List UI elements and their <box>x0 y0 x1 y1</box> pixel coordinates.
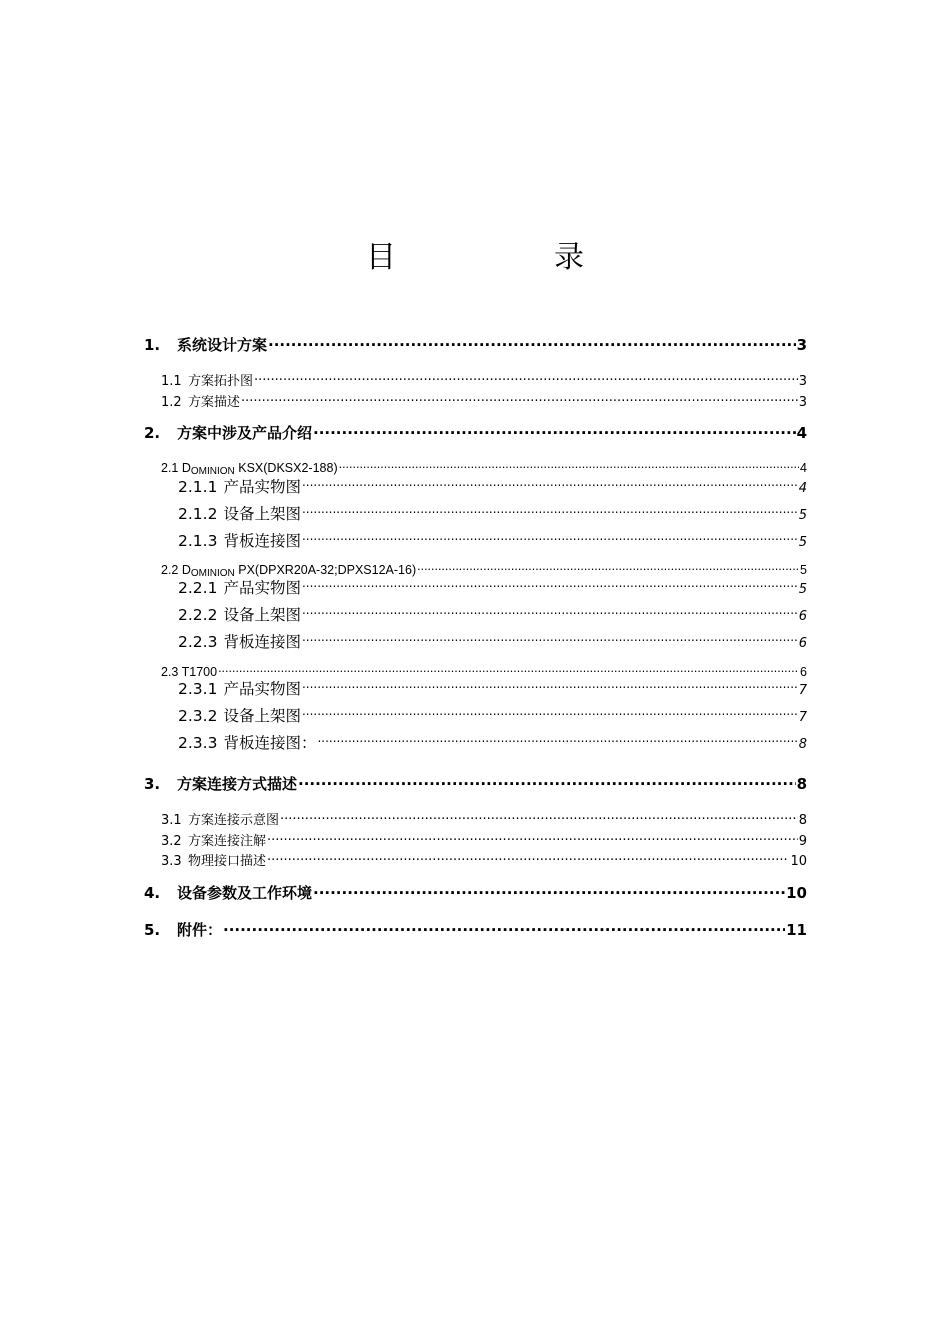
toc-label: 2.2 DOMINION PX(DPXR20A-32;DPXS12A-16) <box>161 562 417 579</box>
toc-label: 背板连接图： <box>223 734 317 752</box>
toc-number: 2.1.3 <box>178 532 218 550</box>
toc-entry-2-3-2[interactable] <box>178 706 807 728</box>
toc-label: 系统设计方案 <box>177 336 268 354</box>
toc-label: 产品实物图 <box>223 680 301 698</box>
toc-entry-3-3[interactable] <box>161 852 807 870</box>
toc-page: 8 <box>798 737 807 752</box>
toc-leader <box>302 534 798 546</box>
toc-leader <box>302 682 798 694</box>
toc-leader <box>267 852 789 865</box>
toc-label: 方案连接示意图 <box>188 813 280 828</box>
toc-label: 2.1 DOMINION KSX(DKSX2-188) <box>161 460 338 477</box>
toc-entry-2-1[interactable] <box>161 459 807 478</box>
toc-entry-2-2-1[interactable] <box>178 578 807 600</box>
toc-page: 4 <box>800 460 807 475</box>
toc-entry-2-1-1[interactable] <box>178 477 807 499</box>
toc-label: 方案拓扑图 <box>188 374 254 389</box>
toc-page: 9 <box>798 834 807 849</box>
toc-label: 设备上架图 <box>223 606 301 624</box>
toc-leader <box>317 736 797 748</box>
toc-label: 方案连接注解 <box>188 834 267 849</box>
toc-page: 10 <box>786 884 807 902</box>
toc-label: 物理接口描述 <box>188 854 267 869</box>
toc-leader <box>417 561 799 574</box>
toc-entry-2-3-1[interactable] <box>178 679 807 701</box>
toc-label: 设备上架图 <box>223 707 301 725</box>
toc-label: 产品实物图 <box>223 478 301 496</box>
toc-leader <box>313 883 785 898</box>
toc-number: 2.1.2 <box>178 505 218 523</box>
toc-number: 4. <box>144 884 161 902</box>
toc-leader <box>302 581 798 593</box>
toc-number: 3.1 <box>161 813 182 828</box>
toc-leader <box>302 480 798 492</box>
toc-number: 3.3 <box>161 854 182 869</box>
toc-number: 5. <box>144 921 161 939</box>
toc-entry-3[interactable] <box>144 774 807 793</box>
toc-leader <box>313 423 796 438</box>
toc-leader <box>339 459 799 472</box>
toc-leader <box>302 608 798 620</box>
toc-entry-1[interactable] <box>144 335 807 354</box>
toc-entry-2[interactable] <box>144 423 807 442</box>
toc-leader <box>267 832 798 845</box>
toc-entry-5[interactable] <box>144 920 807 939</box>
toc-page: 5 <box>800 562 807 577</box>
toc-leader <box>298 774 796 789</box>
toc-entry-2-1-2[interactable] <box>178 504 807 526</box>
toc-page: 11 <box>786 921 807 939</box>
toc-number: 1.1 <box>161 374 182 389</box>
toc-page: 6 <box>798 609 807 624</box>
toc-label: 背板连接图 <box>223 633 301 651</box>
toc-label: 设备上架图 <box>223 505 301 523</box>
toc-leader <box>254 372 798 385</box>
toc-number: 3.2 <box>161 834 182 849</box>
toc-entry-1-2[interactable] <box>161 393 807 411</box>
toc-entry-2-2-2[interactable] <box>178 605 807 627</box>
toc-leader <box>302 635 798 647</box>
toc-number: 2.3.2 <box>178 707 218 725</box>
toc-label: 产品实物图 <box>223 579 301 597</box>
toc-label: 2.3 T1700 <box>161 664 218 679</box>
toc-label: 方案描述 <box>188 395 241 410</box>
toc-page: 10 <box>790 854 807 869</box>
toc-number: 2.2.3 <box>178 633 218 651</box>
toc-number: 2.2.2 <box>178 606 218 624</box>
toc-label: 设备参数及工作环境 <box>177 884 313 902</box>
toc-page: 6 <box>798 636 807 651</box>
toc-page: 7 <box>798 683 807 698</box>
toc-leader <box>218 663 799 676</box>
toc-page: 5 <box>798 508 807 523</box>
toc-number: 1.2 <box>161 395 182 410</box>
toc-entry-4[interactable] <box>144 883 807 902</box>
toc-number: 2. <box>144 424 161 442</box>
toc-leader <box>223 920 785 935</box>
toc-number: 2.2.1 <box>178 579 218 597</box>
toc-page: 3 <box>796 336 807 354</box>
toc-entry-3-2[interactable] <box>161 832 807 850</box>
toc-page: 8 <box>796 775 807 793</box>
toc-number: 1. <box>144 336 161 354</box>
toc-number: 3. <box>144 775 161 793</box>
toc-entry-1-1[interactable] <box>161 372 807 390</box>
toc-leader <box>302 709 798 721</box>
toc-entry-2-3[interactable] <box>161 663 807 680</box>
toc-leader <box>280 811 798 824</box>
toc-label: 附件： <box>177 921 223 939</box>
toc-page: 6 <box>800 664 807 679</box>
toc-page: 7 <box>798 710 807 725</box>
toc-leader <box>302 507 798 519</box>
toc-number: 2.3.3 <box>178 734 218 752</box>
toc-entry-3-1[interactable] <box>161 811 807 829</box>
toc-page: 5 <box>798 535 807 550</box>
toc-page: 4 <box>798 481 807 496</box>
toc-entry-2-2[interactable] <box>161 561 807 580</box>
toc-leader <box>241 393 798 406</box>
toc-label: 方案连接方式描述 <box>177 775 298 793</box>
toc-leader <box>268 335 796 350</box>
toc-page: 8 <box>798 813 807 828</box>
toc-entry-2-1-3[interactable] <box>178 531 807 553</box>
toc-page: 3 <box>798 395 807 410</box>
toc-label: 背板连接图 <box>223 532 301 550</box>
toc-number: 2.1.1 <box>178 478 218 496</box>
toc-entry-2-2-3[interactable] <box>178 632 807 654</box>
toc-number: 2.3.1 <box>178 680 218 698</box>
toc-label: 方案中涉及产品介绍 <box>177 424 313 442</box>
toc-page: 3 <box>798 374 807 389</box>
toc-page: 5 <box>798 582 807 597</box>
toc-entry-2-3-3[interactable] <box>178 733 807 755</box>
toc-page: 4 <box>796 424 807 442</box>
page-title: 目 录 <box>366 240 648 275</box>
